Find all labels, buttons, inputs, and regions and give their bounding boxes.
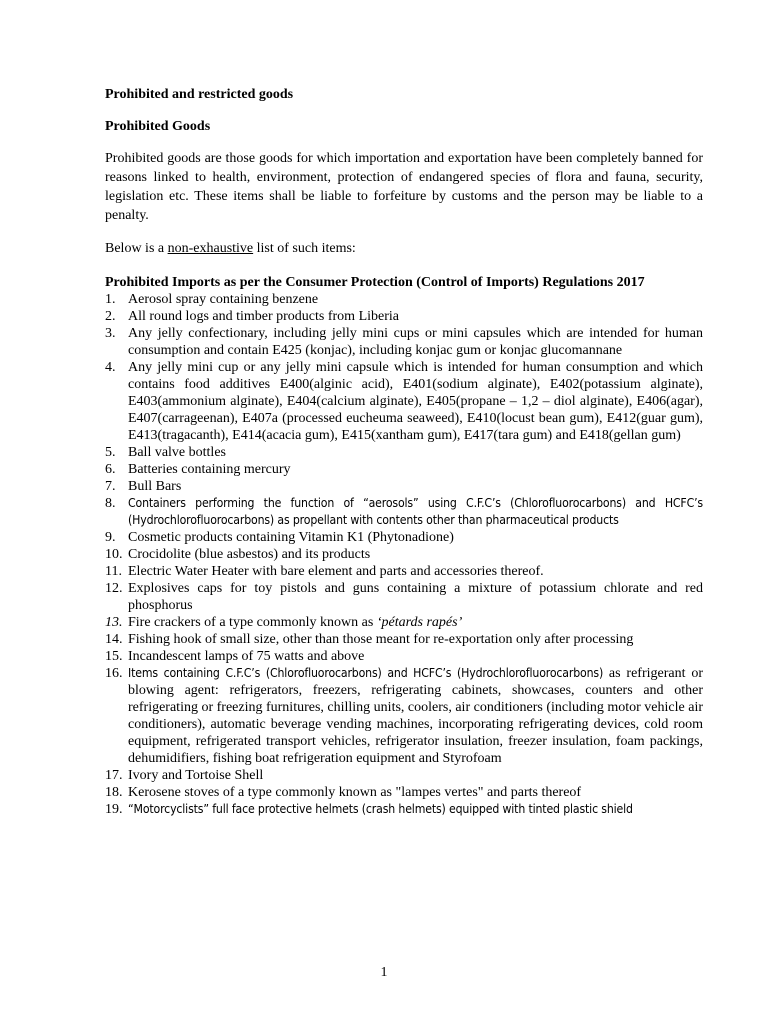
list-intro — [105, 239, 703, 258]
item-number: 18. — [105, 785, 123, 800]
list-item — [105, 784, 703, 801]
item-number: 19. — [105, 802, 123, 817]
item-text: Fishing hook of small size, other than those meant for re-exportation only after processing — [128, 632, 634, 647]
item-text: Fire crackers of a type commonly known as — [128, 615, 377, 630]
document-title: Prohibited and restricted goods — [105, 87, 294, 102]
item-number: 5. — [105, 445, 116, 460]
item-text-italic: ‘pétards rapés’ — [376, 615, 463, 630]
item-number: 17. — [105, 768, 123, 783]
item-number: 3. — [105, 326, 116, 341]
item-number: 10. — [105, 547, 123, 562]
list-item — [105, 580, 703, 614]
document-page — [105, 86, 703, 818]
list-item — [105, 478, 703, 495]
list-item — [105, 767, 703, 784]
page-number: 1 — [380, 965, 388, 980]
item-text: Ball valve bottles — [128, 445, 226, 460]
item-text: Kerosene stoves of a type commonly known as "lampes vertes" and parts thereof — [128, 785, 582, 800]
list-intro-after: list of such items: — [253, 241, 356, 256]
item-text: “Motorcyclists” full face protective helmets (crash helmets) equipped with tinted plastic shield — [128, 802, 633, 816]
list-item — [105, 359, 703, 444]
item-number: 16. — [105, 666, 123, 681]
item-text: Explosives caps for toy pistols and guns containing a mixture of potassium chlorate and red phosphorus — [128, 581, 703, 613]
intro-paragraph: Prohibited goods are those goods for which importation and exportation have been completely banned for reasons linked to health, environment, protection of endangered species of flora and fauna, security, legislation etc. These items shall be liable to forfeiture by customs and the person may be liable to a penalty. — [105, 151, 703, 223]
list-item — [105, 495, 703, 529]
item-number: 7. — [105, 479, 116, 494]
prohibited-items-list — [105, 291, 703, 818]
list-intro-before: Below is a — [105, 241, 168, 256]
section-heading: Prohibited Goods — [105, 119, 211, 134]
item-number: 13. — [105, 615, 123, 630]
item-number: 14. — [105, 632, 123, 647]
list-item — [105, 546, 703, 563]
item-text: Aerosol spray containing benzene — [128, 292, 319, 307]
item-text: Electric Water Heater with bare element and parts and accessories thereof. — [128, 564, 544, 579]
item-text: Batteries containing mercury — [128, 462, 291, 477]
item-number: 6. — [105, 462, 116, 477]
item-number: 11. — [105, 564, 122, 579]
item-text: Any jelly confectionary, including jelly mini cups or mini capsules which are intended for human consumption and contain E425 (konjac), including konjac gum or konjac glucomannane — [128, 326, 703, 358]
list-item — [105, 308, 703, 325]
list-heading: Prohibited Imports as per the Consumer Protection (Control of Imports) Regulations 2017 — [105, 275, 645, 290]
item-text: Incandescent lamps of 75 watts and above — [128, 649, 365, 664]
item-text: Containers performing the function of “aerosols” using C.F.C’s (Chlorofluorocarbons) and HCFC’s (Hydrochlorofluorocarbons) as propellant with contents other than pharmaceutical products — [128, 496, 703, 527]
list-item — [105, 801, 703, 818]
list-item — [105, 325, 703, 359]
list-item — [105, 563, 703, 580]
list-item — [105, 529, 703, 546]
item-text: Any jelly mini cup or any jelly mini capsule which is intended for human consumption and which contains food additives E400(alginic acid), E401(sodium alginate), E402(potassium alginate), E403(ammonium alginate), E404(calcium alginate), E405(propane – 1,2 – diol alginate), E406(agar), E407(carrageenan), E407a (processed eucheuma seaweed), E410(locust bean gum), E412(guar gum), E413(tragacanth), E414(acacia gum), E415(xantham gum), E417(tara gum) and E418(gellan gum) — [128, 360, 703, 443]
item-text-narrow: Items containing C.F.C’s (Chlorofluorocarbons) and HCFC’s (Hydrochlorofluorocarbons) — [128, 666, 604, 680]
list-item — [105, 665, 703, 767]
item-number: 12. — [105, 581, 123, 596]
item-number: 2. — [105, 309, 116, 324]
item-text: Crocidolite (blue asbestos) and its products — [128, 547, 371, 562]
item-number: 9. — [105, 530, 116, 545]
list-item — [105, 291, 703, 308]
item-number: 8. — [105, 496, 116, 511]
list-item — [105, 461, 703, 478]
list-item — [105, 444, 703, 461]
item-text: Bull Bars — [128, 479, 182, 494]
item-text: All round logs and timber products from Liberia — [128, 309, 399, 324]
item-text: Ivory and Tortoise Shell — [128, 768, 264, 783]
item-text: as refrigerant or blowing agent: refrigerators, freezers, refrigerating cabinets, showcases, counters and other refrigerating or freezing furnitures, chilling units, coolers, air conditioners (including motor vehicle air conditioners), automatic beverage vending machines, incorporating refrigerating devices, cold room equipment, refrigerated transport vehicles, refrigerator insulation, freezer insulation, foam packings, dehumidifiers, fishing boat refrigeration equipment and Styrofoam — [128, 666, 703, 766]
item-number: 15. — [105, 649, 123, 664]
list-item — [105, 648, 703, 665]
item-number: 1. — [105, 292, 116, 307]
list-intro-underlined: non-exhaustive — [167, 241, 254, 256]
list-item — [105, 614, 703, 631]
item-text: Cosmetic products containing Vitamin K1 (Phytonadione) — [128, 530, 454, 545]
item-number: 4. — [105, 360, 116, 375]
list-item — [105, 631, 703, 648]
